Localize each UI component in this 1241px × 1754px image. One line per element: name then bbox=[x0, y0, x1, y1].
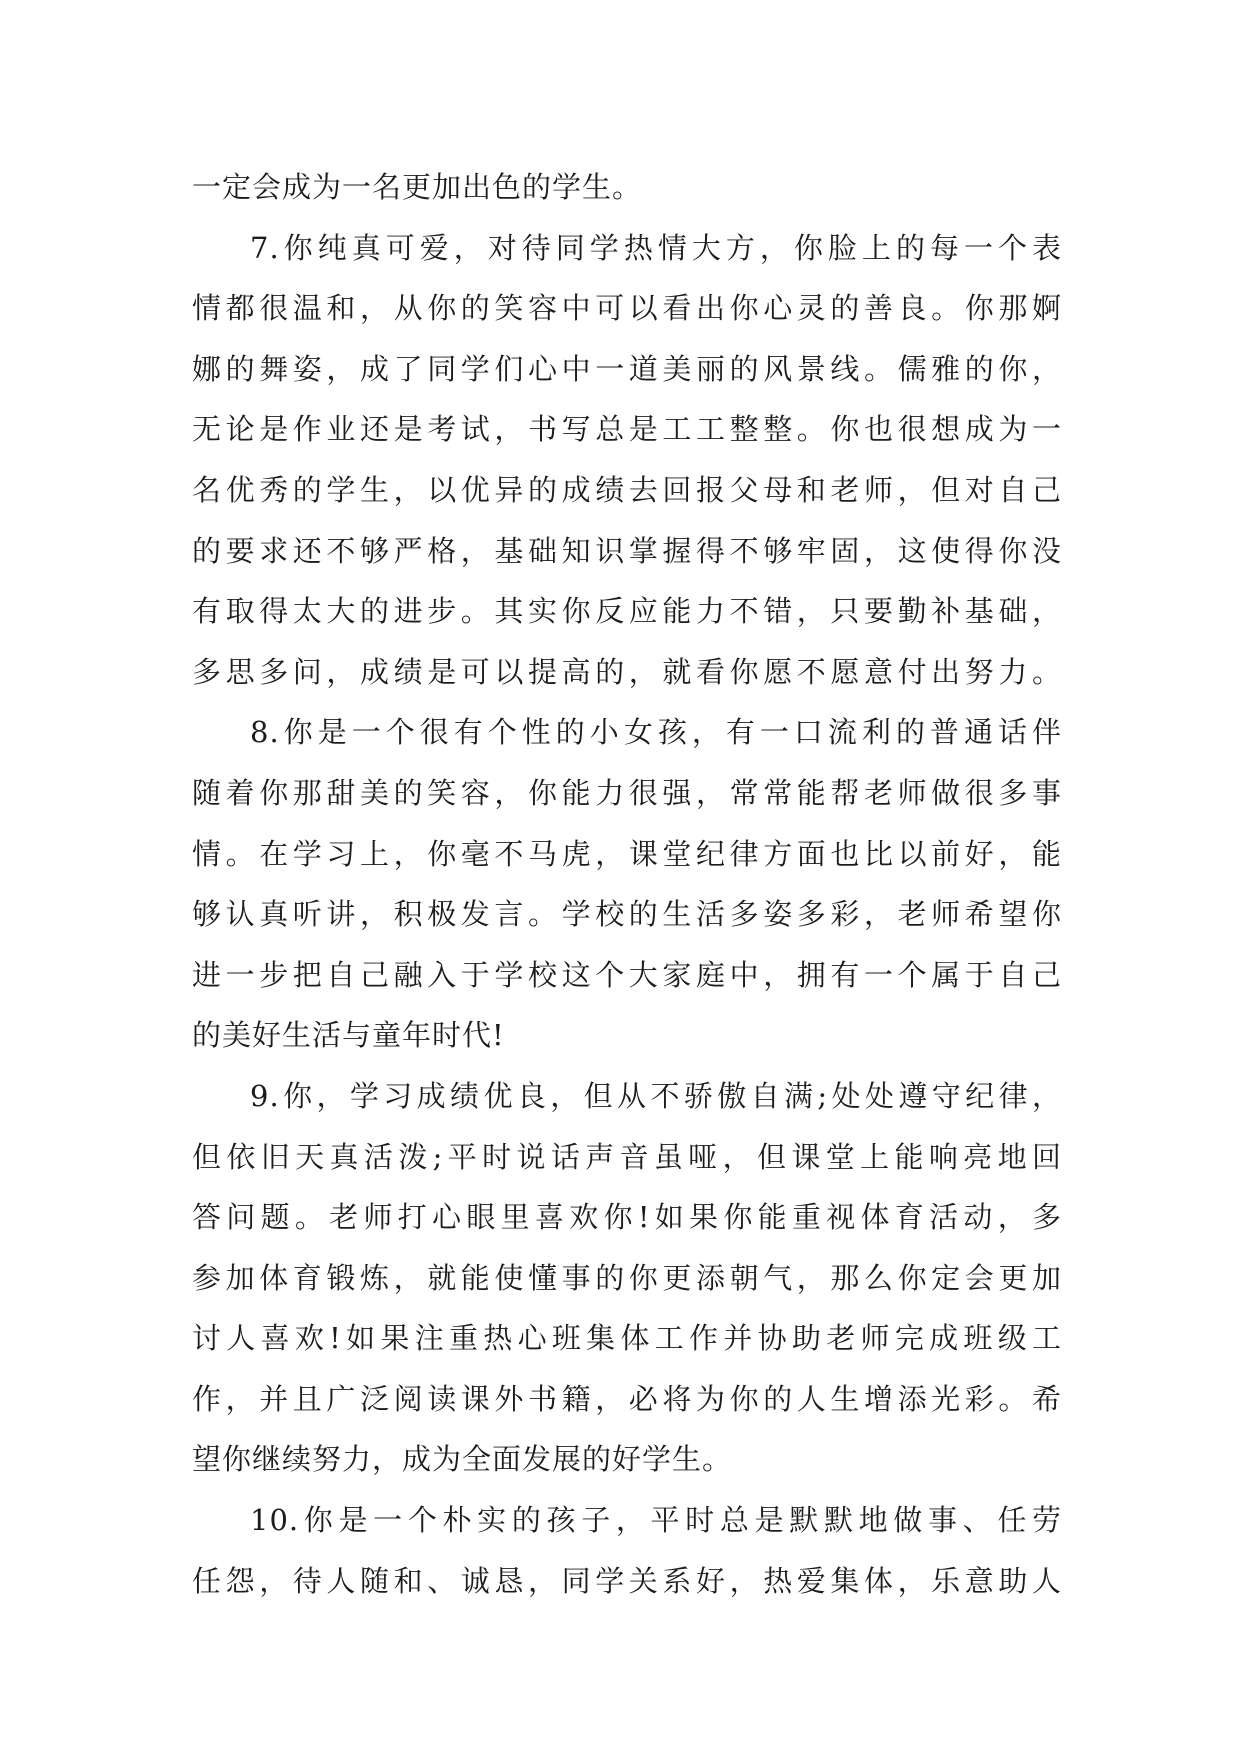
paragraph-line: 讨人喜欢!如果注重热心班集体工作并协助老师完成班级工 bbox=[192, 1321, 1062, 1356]
paragraph-line: 但依旧天真活泼;平时说话声音虽哑，但课堂上能响亮地回 bbox=[192, 1139, 1062, 1174]
paragraph-line: 有取得太大的进步。其实你反应能力不错，只要勤补基础， bbox=[192, 594, 1062, 629]
paragraph-line: 情都很温和，从你的笑容中可以看出你心灵的善良。你那婀 bbox=[192, 291, 1062, 326]
document-body bbox=[192, 157, 1062, 1611]
paragraph-line: 一定会成为一名更加出色的学生。 bbox=[192, 170, 643, 204]
paragraph-line: 无论是作业还是考试，书写总是工工整整。你也很想成为一 bbox=[192, 412, 1062, 447]
paragraph-line: 9.你，学习成绩优良，但从不骄傲自满;处处遵守纪律， bbox=[250, 1078, 1062, 1113]
paragraph-line: 情。在学习上，你毫不马虎，课堂纪律方面也比以前好，能 bbox=[192, 836, 1062, 871]
paragraph-line: 娜的舞姿，成了同学们心中一道美丽的风景线。儒雅的你， bbox=[192, 351, 1062, 386]
paragraph-line: 参加体育锻炼，就能使懂事的你更添朝气，那么你定会更加 bbox=[192, 1260, 1062, 1295]
paragraph-line: 答问题。老师打心眼里喜欢你!如果你能重视体育活动，多 bbox=[192, 1200, 1062, 1235]
paragraph-line: 10.你是一个朴实的孩子，平时总是默默地做事、任劳 bbox=[250, 1503, 1062, 1538]
paragraph-line: 名优秀的学生，以优异的成绩去回报父母和老师，但对自己 bbox=[192, 472, 1062, 507]
paragraph-line: 任怨，待人随和、诚恳，同学关系好，热爱集体，乐意助人 bbox=[192, 1563, 1062, 1598]
paragraph-line: 进一步把自己融入于学校这个大家庭中，拥有一个属于自己 bbox=[192, 957, 1062, 992]
paragraph-line: 7.你纯真可爱，对待同学热情大方，你脸上的每一个表 bbox=[250, 230, 1062, 265]
paragraph-line: 够认真听讲，积极发言。学校的生活多姿多彩，老师希望你 bbox=[192, 897, 1062, 932]
paragraph-line: 作，并且广泛阅读课外书籍，必将为你的人生增添光彩。希 bbox=[192, 1381, 1062, 1416]
paragraph-line: 随着你那甜美的笑容，你能力很强，常常能帮老师做很多事 bbox=[192, 775, 1062, 810]
paragraph-line: 的要求还不够严格，基础知识掌握得不够牢固，这使得你没 bbox=[192, 533, 1062, 568]
paragraph-line: 望你继续努力，成为全面发展的好学生。 bbox=[192, 1442, 733, 1477]
paragraph-line: 的美好生活与童年时代! bbox=[192, 1018, 505, 1053]
paragraph-line: 8.你是一个很有个性的小女孩，有一口流利的普通话伴 bbox=[250, 715, 1062, 750]
paragraph-line: 多思多问，成绩是可以提高的，就看你愿不愿意付出努力。 bbox=[192, 654, 1062, 689]
